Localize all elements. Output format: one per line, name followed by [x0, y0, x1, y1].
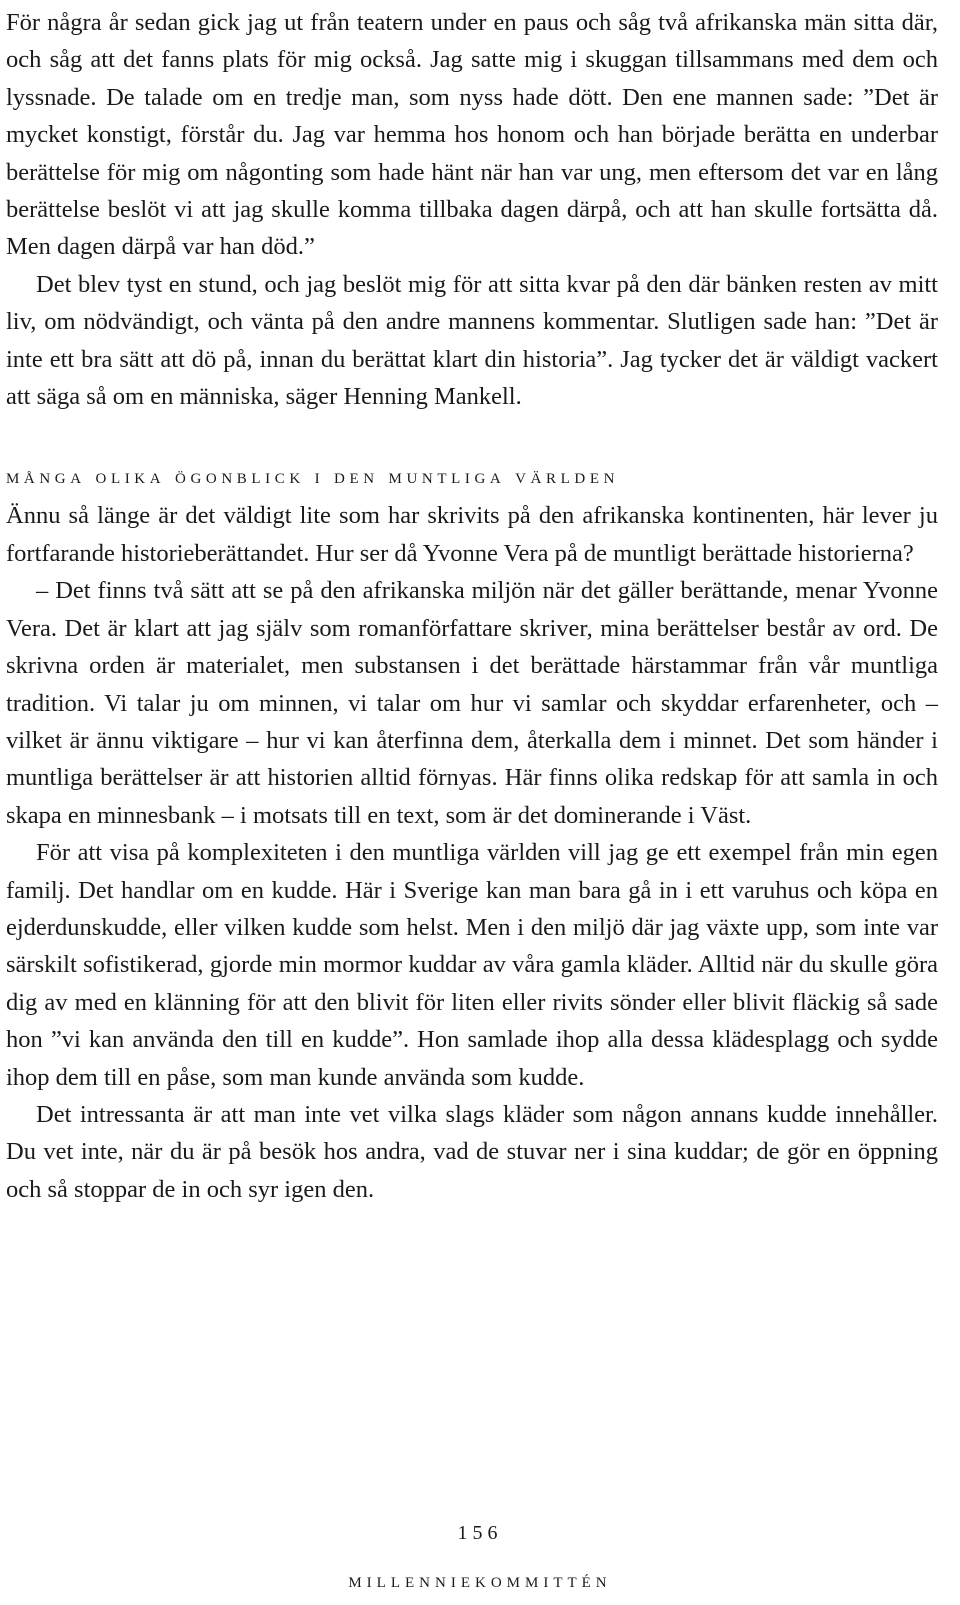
paragraph-bench-comment: Det blev tyst en stund, och jag beslöt mig för att sitta kvar på den där bänken resten av mitt liv, om nödvändigt, och vänta på den andre mannens kommentar. Slutligen sade han: ”Det är inte ett bra sätt att dö på, innan du berättat klart din historia”. Jag tycker det är väldigt vackert att säga så om en människa, säger Henning Mankell. [6, 270, 938, 411]
document-page [6, 4, 938, 1208]
section-heading: många olika ögonblick i den muntliga världen [6, 464, 620, 489]
paragraph-african-continent: Ännu så länge är det väldigt lite som har skrivits på den afrikanska kontinenten, här lever ju fortfarande historieberättandet. Hur ser då Yvonne Vera på de muntligt berättade historierna? [6, 502, 938, 567]
paragraph-pillow-contents: Det intressanta är att man inte vet vilka slags kläder som någon annans kudde innehåller. Du vet inte, när du är på besök hos andra, vad de stuvar ner i sina kuddar; de gör en öppning och så stoppar de in och syr igen den. [6, 1100, 938, 1203]
paragraph-two-ways: – Det finns två sätt att se på den afrikanska miljön när det gäller berättande, menar Yvonne Vera. Det är klart att jag själv som romanförfattare skriver, mina berättelser består av ord. De skrivna orden är materialet, men substansen i det berättade härstammar från vår muntliga tradition. Vi talar ju om minnen, vi talar om hur vi samlar och skyddar erfarenheter, och – vilket är ännu viktigare – hur vi kan återfinna dem, återkalla dem i minnet. Det som händer i muntliga berättelser är att historien alltid förnyas. Här finns olika redskap för att samla in och skapa en minnesbank – i motsats till en text, som är det dominerande i Väst. [6, 577, 938, 829]
paragraph-theatre-story: För några år sedan gick jag ut från teatern under en paus och såg två afrikanska män sitta där, och såg att det fanns plats för mig också. Jag satte mig i skuggan tillsammans med dem och lyssnade. De talade om en tredje man, som nyss hade dött. Den ene mannen sade: ”Det är mycket konstigt, förstår du. Jag var hemma hos honom och han började berätta en underbar berättelse för mig om någonting som hade hänt när han var ung, men eftersom det var en lång berättelse beslöt vi att jag skulle komma tillbaka dagen därpå, och att han skulle fortsätta då. Men dagen därpå var han död.” [6, 9, 938, 261]
paragraph-pillow-example: För att visa på komplexiteten i den muntliga världen vill jag ge ett exempel från min egen familj. Det handlar om en kudde. Här i Sverige kan man bara gå in i ett varuhus och köpa en ejderdunskudde, eller vilken kudde som helst. Men i den miljö där jag växte upp, som inte var särskilt sofistikerad, gjorde min mormor kuddar av våra gamla kläder. Alltid när du skulle göra dig av med en klänning för att den blivit för liten eller rivits sönder eller blivit fläckig så sade hon ”vi kan använda den till en kudde”. Hon samlade ihop alla dessa klädesplagg och sydde ihop dem till en påse, som man kunde använda som kudde. [6, 839, 938, 1091]
page-number: 156 [457, 1522, 503, 1544]
running-footer-title: MILLENNIEKOMMITTÉN [348, 1575, 612, 1591]
